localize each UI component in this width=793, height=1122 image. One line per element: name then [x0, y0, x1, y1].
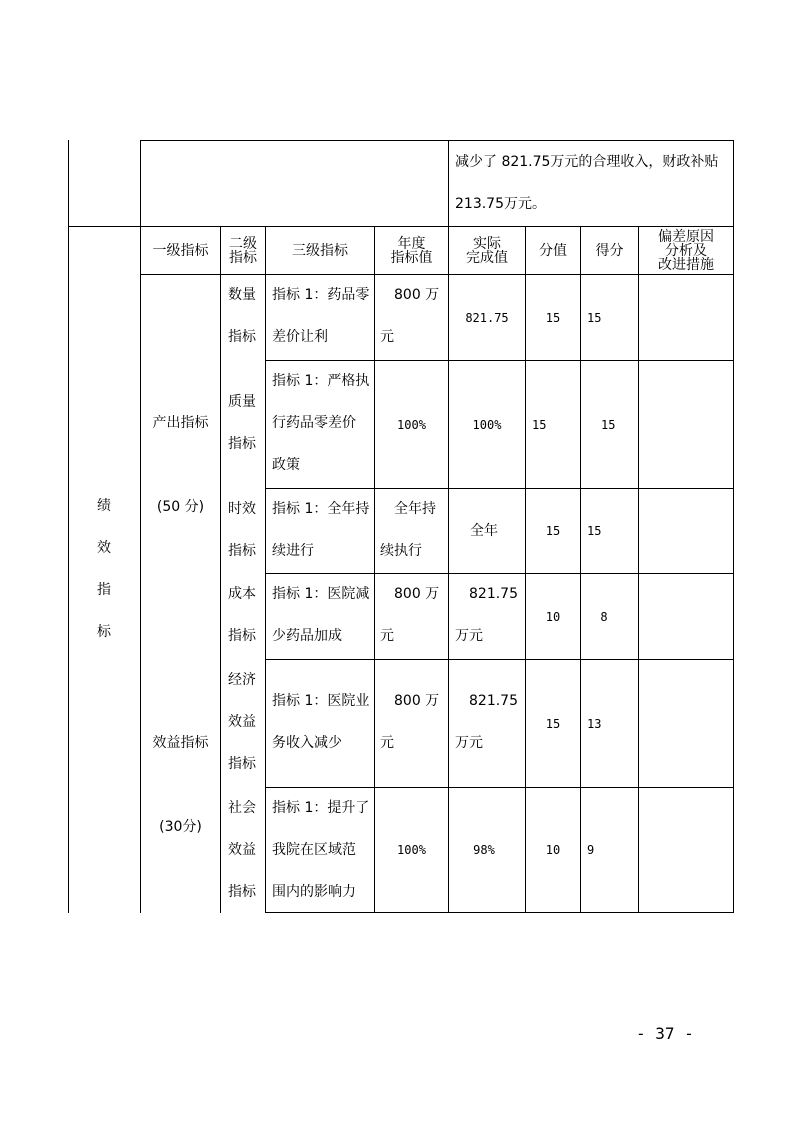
row2-target: 100% — [397, 417, 426, 432]
row5-level2: 经济 效益 指标 — [228, 672, 256, 772]
row1-level2: 数量 指标 — [228, 287, 256, 345]
row4-target: 800 万 元 — [380, 586, 440, 644]
header-weight: 分值 — [539, 242, 567, 259]
row6-target: 100% — [397, 843, 426, 857]
row1-target: 800 万 元 — [380, 287, 440, 345]
row2-level3: 指标 1：严格执 行药品零差价 政策 — [272, 373, 370, 473]
row1-level3: 指标 1：药品零 差价让利 — [272, 287, 370, 345]
group-output: 产出指标 (50 分) — [152, 415, 209, 515]
row3-score: 15 — [587, 524, 602, 538]
header-level2: 二级 指标 — [229, 235, 257, 266]
row5-actual: 821.75 万元 — [455, 693, 518, 751]
row6-score: 9 — [587, 843, 595, 857]
row1-weight: 15 — [545, 310, 561, 325]
row6-weight: 10 — [545, 843, 561, 857]
header-score: 得分 — [595, 242, 624, 259]
row1-score: 15 — [587, 310, 602, 325]
row4-score: 8 — [600, 609, 608, 624]
top-note-line1: 减少了 821.75万元的合理收入，财政补贴 — [455, 154, 719, 170]
row3-level2: 时效 指标 — [228, 501, 256, 559]
row5-weight: 15 — [545, 716, 561, 731]
row4-actual: 821.75 万元 — [455, 586, 518, 644]
row3-target: 全年持 续执行 — [380, 501, 436, 559]
header-deviation: 偏差原因 分析及 改进措施 — [658, 228, 714, 273]
row3-actual: 全年 — [470, 523, 498, 539]
row5-score: 13 — [587, 716, 602, 731]
row2-actual: 100% — [472, 417, 502, 432]
row6-actual: 98% — [473, 843, 495, 857]
header-target: 年度 指标值 — [390, 235, 433, 266]
header-level3: 三级指标 — [292, 242, 348, 259]
row4-level2: 成本 指标 — [228, 586, 256, 644]
group-benefit: 效益指标 (30分) — [152, 735, 209, 835]
row2-level2: 质量 指标 — [228, 394, 256, 452]
top-note-line2: 213.75万元。 — [455, 196, 546, 212]
row6-level3: 指标 1：提升了 我院在区域范 围内的影响力 — [272, 800, 370, 900]
row5-target: 800 万 元 — [380, 693, 440, 751]
row3-level3: 指标 1：全年持 续进行 — [272, 501, 370, 559]
row5-level3: 指标 1：医院业 务收入减少 — [272, 693, 370, 751]
header-level1: 一级指标 — [152, 242, 209, 259]
row4-weight: 10 — [545, 609, 561, 624]
row4-level3: 指标 1：医院减 少药品加成 — [272, 586, 370, 644]
section-label: 绩 效 指 标 — [97, 498, 111, 640]
row2-score: 15 — [601, 417, 616, 432]
header-actual: 实际 完成值 — [466, 235, 508, 266]
row2-weight: 15 — [532, 417, 547, 432]
page-number: - 37 - — [636, 1024, 694, 1043]
row3-weight: 15 — [545, 524, 561, 538]
row6-level2: 社会 效益 指标 — [228, 800, 256, 900]
row1-actual: 821.75 — [465, 310, 509, 325]
